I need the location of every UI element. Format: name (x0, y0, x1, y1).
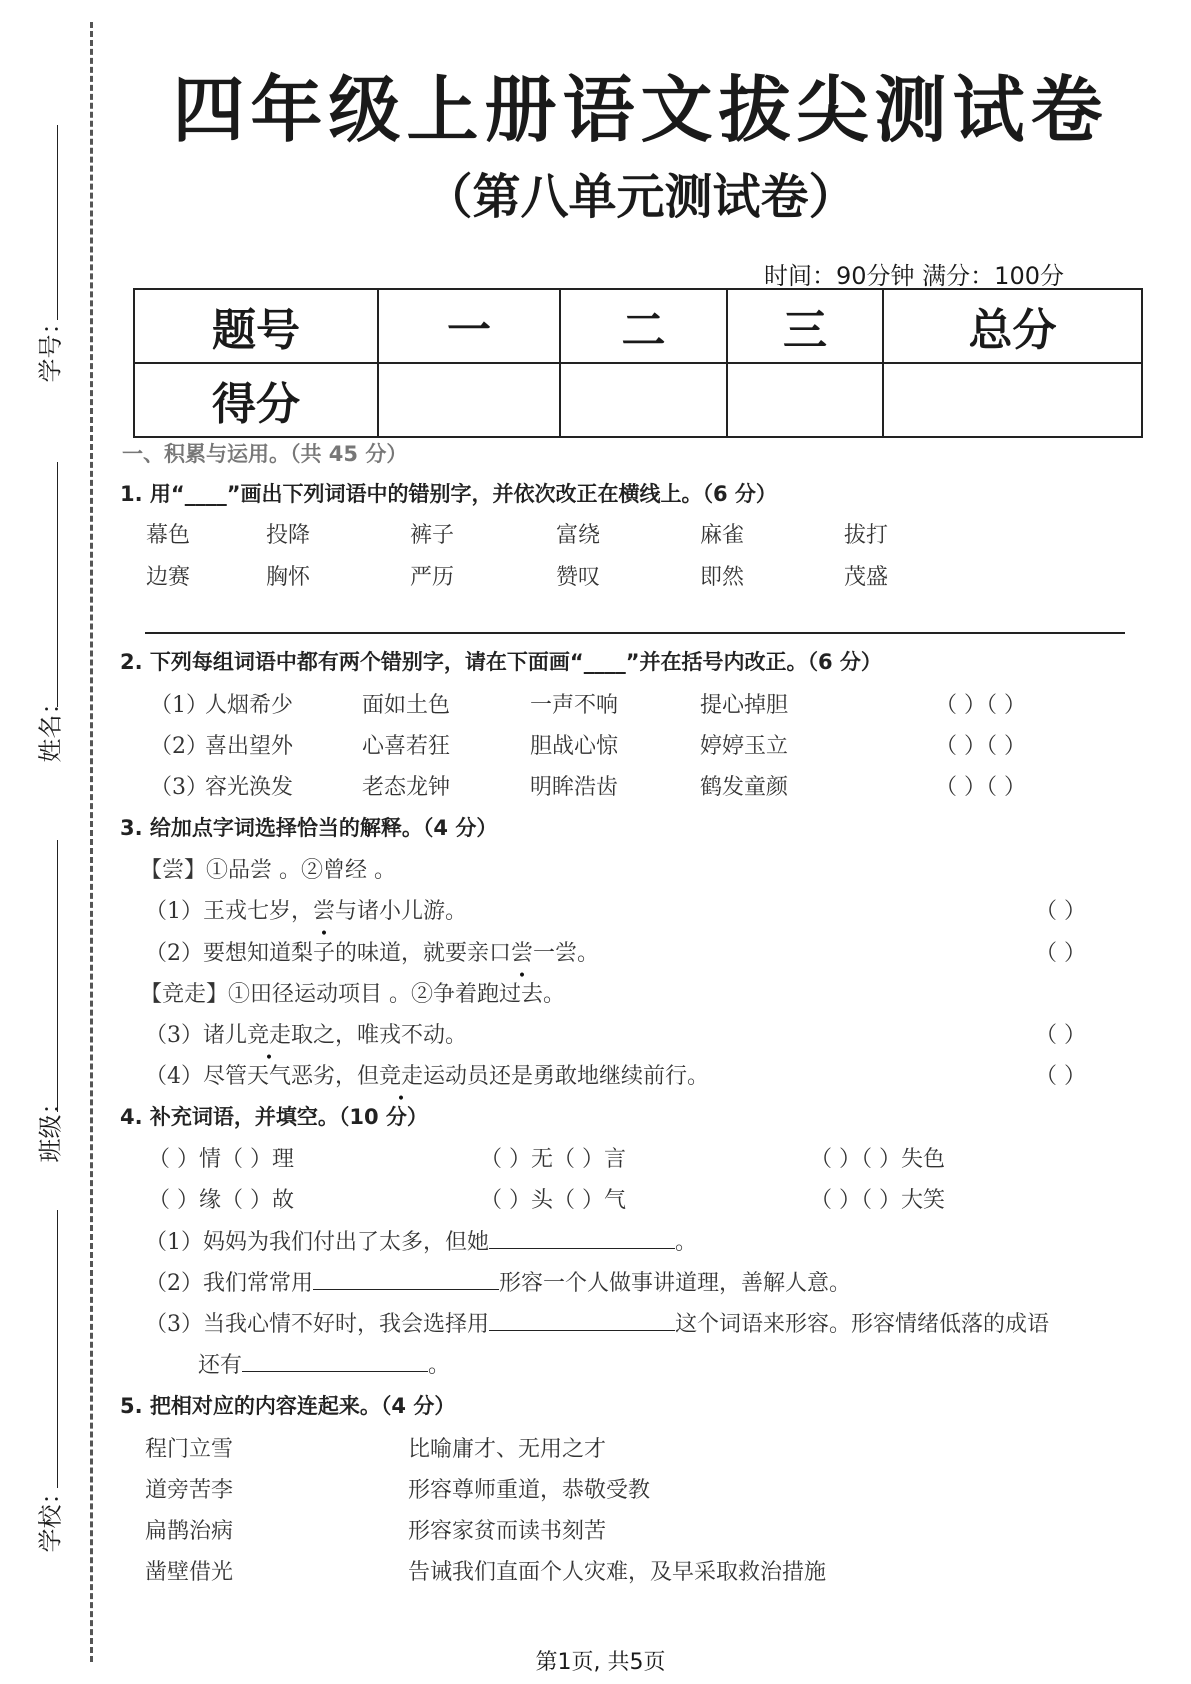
q4-sentence-3 (145, 1307, 1049, 1338)
q4-sentence-2 (145, 1266, 851, 1297)
q2-word: 容光涣发 (205, 775, 294, 800)
q4-s3b-blank[interactable] (242, 1351, 428, 1372)
q3-dotted-word: 竞走 (247, 1023, 292, 1048)
q4-idiom[interactable]: （ ）（ ）大笑 (810, 1188, 945, 1213)
header-cell-part2: 二 (560, 289, 727, 363)
q4-idiom[interactable]: （ ）（ ）失色 (810, 1147, 945, 1172)
q4-s3-blank[interactable] (489, 1310, 675, 1331)
class-line[interactable] (57, 840, 58, 1112)
score-table-header-row (134, 289, 1142, 363)
q5-right-item[interactable]: 告诫我们直面个人灾难，及早采取救治措施 (408, 1560, 827, 1585)
q1-word: 赞叹 (556, 565, 601, 590)
q4-s2-end: 形容一个人做事讲道理，善解人意。 (499, 1271, 852, 1296)
q2-word: 婷婷玉立 (700, 734, 789, 759)
q2-answer-brackets[interactable]: （ ）（ ） (935, 734, 1026, 759)
q1-word: 投降 (266, 523, 311, 548)
q5-right-item[interactable]: 形容尊师重道，恭敬受教 (408, 1478, 651, 1503)
score-cell-part3[interactable] (727, 363, 883, 437)
q4-sentence-3-cont (198, 1348, 450, 1379)
q4-s1-blank[interactable] (489, 1228, 675, 1249)
header-cell-part1: 一 (378, 289, 560, 363)
q4-s1-end: 。 (675, 1230, 698, 1255)
q2-num: （1） (150, 693, 208, 718)
q2-word: 面如土色 (362, 693, 451, 718)
q4-s2-blank[interactable] (313, 1269, 499, 1290)
q3-item-text: 与诸小儿游。 (335, 899, 468, 924)
exam-info: 时间：90分钟 满分：100分 (764, 262, 1064, 290)
q1-word: 富绕 (556, 523, 601, 548)
q3-item-text: 一尝。 (533, 941, 600, 966)
score-cell-part1[interactable] (378, 363, 560, 437)
q3-item-2 (145, 936, 599, 967)
binding-cut-line (90, 22, 93, 1662)
q4-s3-end: 这个词语来形容。形容情绪低落的成语 (675, 1312, 1050, 1337)
school-label: 学校： (36, 1480, 65, 1553)
q3-dotted-word: 尝 (511, 941, 534, 966)
q3-definition-jingzou: 【竞走】①田径运动项目 。②争着跑过去。 (140, 982, 565, 1007)
q2-word: 老态龙钟 (362, 775, 451, 800)
score-cell-part2[interactable] (560, 363, 727, 437)
q4-prompt: 4. 补充词语，并填空。（10 分） (120, 1105, 428, 1129)
q1-word: 裤子 (410, 523, 455, 548)
section-1-title: 一、积累与运用。（共 45 分） (122, 442, 408, 466)
q4-s3-text: （3）当我心情不好时，我会选择用 (145, 1312, 489, 1337)
q3-answer-4[interactable]: （ ） (1035, 1064, 1086, 1089)
score-table (133, 288, 1143, 438)
q5-right-item[interactable]: 比喻庸才、无用之才 (408, 1437, 607, 1462)
class-label: 班级： (36, 1090, 65, 1163)
q4-idiom[interactable]: （ ）情（ ）理 (148, 1147, 294, 1172)
q3-item-text: （2）要想知道梨子的味道，就要亲口 (145, 941, 511, 966)
name-label: 姓名： (36, 690, 65, 763)
page-number: 第1页, 共5页 (535, 1650, 666, 1675)
q1-word: 茂盛 (844, 565, 889, 590)
q1-answer-line[interactable] (145, 632, 1125, 634)
q2-word: 喜出望外 (205, 734, 294, 759)
page-subtitle: （第八单元测试卷） (424, 169, 857, 225)
q5-prompt: 5. 把相对应的内容连起来。（4 分） (120, 1394, 456, 1418)
q1-prompt: 1. 用“____”画出下列词语中的错别字，并依次改正在横线上。（6 分） (120, 482, 777, 506)
q3-item-text: （1）王戎七岁， (145, 899, 313, 924)
q4-s3b-text: 还有 (198, 1353, 243, 1378)
q4-idiom[interactable]: （ ）头（ ）气 (480, 1188, 626, 1213)
q2-word: 胆战心惊 (530, 734, 619, 759)
q1-word: 即然 (700, 565, 745, 590)
q4-s2-text: （2）我们常常用 (145, 1271, 313, 1296)
page-title: 四年级上册语文拔尖测试卷 (172, 68, 1109, 152)
q1-word: 拔打 (844, 523, 889, 548)
q1-word: 胸怀 (266, 565, 311, 590)
score-table-score-row (134, 363, 1142, 437)
score-row-label: 得分 (134, 363, 378, 437)
q3-answer-1[interactable]: （ ） (1035, 899, 1086, 924)
q4-idiom[interactable]: （ ）无（ ）言 (480, 1147, 626, 1172)
q3-dotted-word: 尝 (313, 899, 336, 924)
q3-item-text: （3）诸儿 (145, 1023, 247, 1048)
score-cell-total[interactable] (883, 363, 1142, 437)
q4-s1-text: （1）妈妈为我们付出了太多，但她 (145, 1230, 489, 1255)
q3-dotted-word: 竞走 (379, 1064, 424, 1089)
q1-word: 幕色 (146, 523, 191, 548)
q2-word: 人烟希少 (205, 693, 294, 718)
q2-prompt: 2. 下列每组词语中都有两个错别字，请在下面画“____”并在括号内改正。（6 分） (120, 650, 882, 674)
q2-word: 一声不响 (530, 693, 619, 718)
header-cell-part3: 三 (727, 289, 883, 363)
q2-word: 明眸浩齿 (530, 775, 619, 800)
q3-definition-chang: 【尝】①品尝 。②曾经 。 (140, 858, 396, 883)
q3-item-text: 取之，唯戎不动。 (291, 1023, 468, 1048)
q1-word: 边赛 (146, 565, 191, 590)
q3-item-text: （4）尽管天气恶劣，但 (145, 1064, 379, 1089)
q2-word: 心喜若狂 (362, 734, 451, 759)
q5-left-item[interactable]: 道旁苦李 (145, 1478, 234, 1503)
q2-word: 鹤发童颜 (700, 775, 789, 800)
q1-word: 麻雀 (700, 523, 745, 548)
q4-s3b-end: 。 (428, 1353, 451, 1378)
q4-sentence-1 (145, 1225, 697, 1256)
q3-item-text: 运动员还是勇敢地继续前行。 (423, 1064, 710, 1089)
q1-word: 严历 (410, 565, 455, 590)
q3-answer-3[interactable]: （ ） (1035, 1023, 1086, 1048)
q2-word: 提心掉胆 (700, 693, 789, 718)
q3-item-3 (145, 1018, 467, 1049)
q2-num: （3） (150, 775, 208, 800)
q3-item-1 (145, 894, 467, 925)
q3-item-4 (145, 1059, 709, 1090)
q2-answer-brackets[interactable]: （ ）（ ） (935, 775, 1026, 800)
name-line[interactable] (57, 462, 58, 707)
school-line[interactable] (57, 1210, 58, 1488)
q3-answer-2[interactable]: （ ） (1035, 941, 1086, 966)
q5-left-item[interactable]: 程门立雪 (145, 1437, 234, 1462)
q2-num: （2） (150, 734, 208, 759)
q5-right-item[interactable]: 形容家贫而读书刻苦 (408, 1519, 607, 1544)
q5-left-item[interactable]: 扁鹊治病 (145, 1519, 234, 1544)
header-cell-total: 总分 (883, 289, 1142, 363)
q4-idiom[interactable]: （ ）缘（ ）故 (148, 1188, 294, 1213)
q2-answer-brackets[interactable]: （ ）（ ） (935, 693, 1026, 718)
header-cell-question-no: 题号 (134, 289, 378, 363)
student-id-label: 学号： (36, 310, 65, 383)
q3-prompt: 3. 给加点字词选择恰当的解释。（4 分） (120, 816, 498, 840)
q5-left-item[interactable]: 凿壁借光 (145, 1560, 234, 1585)
